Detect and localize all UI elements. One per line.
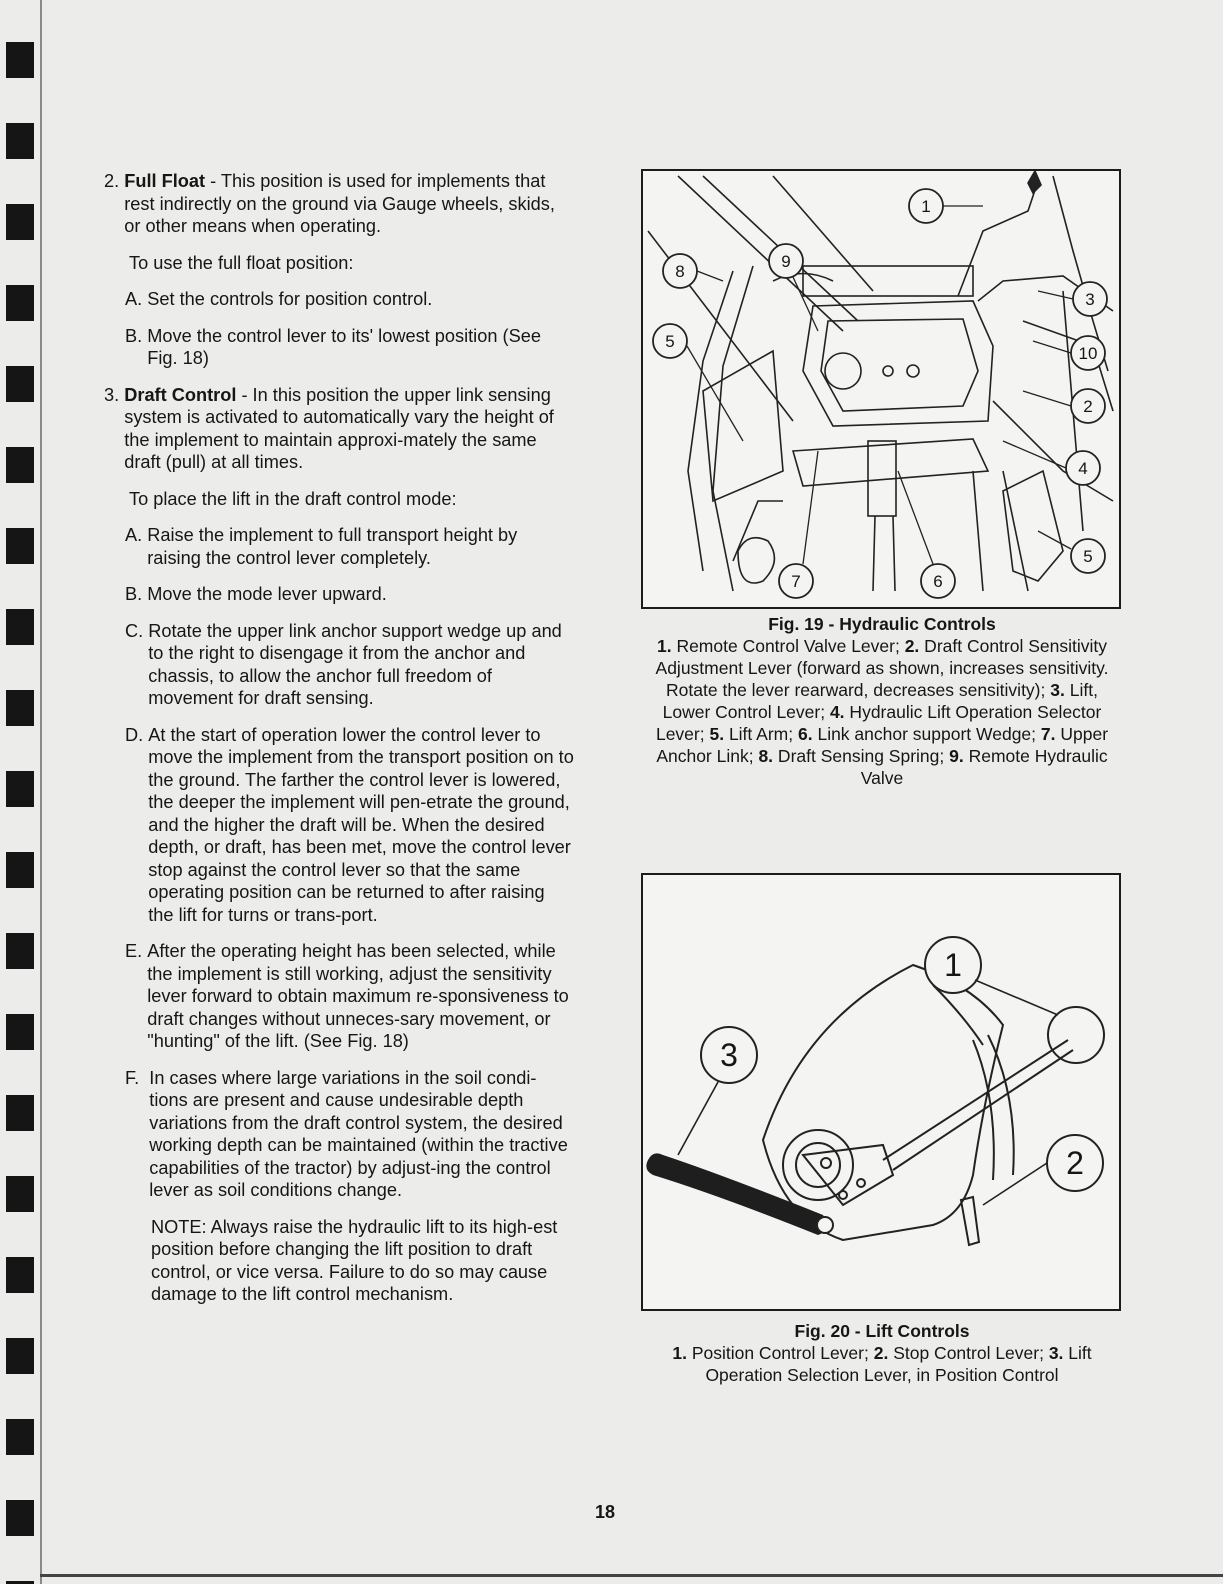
figure-20-title: Fig. 20 - Lift Controls <box>794 1321 970 1341</box>
fig19-callout-6: 6 <box>933 572 943 591</box>
step-text: After the operating height has been selected, while the implement is still working, adjust the sensitivity lever forward to obtain maximum re-sponsiveness to draft changes without unneces-sary movement, or "hunting" of the lift. (See Fig. 18) <box>147 941 569 1051</box>
step-item <box>125 288 574 311</box>
fig19-callout-3: 3 <box>1085 290 1095 309</box>
step-item <box>125 583 574 606</box>
item-title: Draft Control <box>124 384 237 405</box>
list-item-draft-control <box>104 384 574 474</box>
step-text: Raise the implement to full transport height by raising the control lever completely. <box>147 525 518 568</box>
instructions-column <box>104 170 574 1320</box>
hydraulic-controls-illustration <box>643 171 1119 607</box>
figure-20-legend: 1. Position Control Lever; 2. Stop Control Lever; 3. Lift Operation Selection Lever, in Position Control <box>672 1343 1092 1385</box>
step-marker: A. <box>125 289 148 309</box>
fig20-callout-2: 2 <box>1066 1145 1084 1181</box>
fig19-callout-7: 7 <box>791 572 801 591</box>
step-marker: B. <box>125 325 148 346</box>
step-item <box>125 524 574 569</box>
binding-holes <box>6 0 34 1584</box>
fig20-callout-1: 1 <box>944 947 962 983</box>
step-text: Rotate the upper link anchor support wedge up and to the right to disengage it from the anchor and chassis, to allow the anchor full freedom of movement for draft sensing. <box>148 620 562 708</box>
step-marker: B. <box>125 584 148 604</box>
fig20-callout-3: 3 <box>720 1037 738 1073</box>
figure-19-legend: 1. Remote Control Valve Lever; 2. Draft Control Sensitivity Adjustment Lever (forward as shown, increases sensitivity. Rotate the lever rearward, decreases sensitivity); 3. Lift, Lower Control Lever; 4. Hydraulic Lift Operation Selector Lever; 5. Lift Arm; 6. Link anchor support Wedge; 7. Upper Anchor Link; 8. Draft Sensing Spring; 9. Remote Hydraulic Valve <box>655 636 1109 788</box>
fig19-callout-5b: 5 <box>1083 547 1093 566</box>
fig19-callout-5: 5 <box>665 332 675 351</box>
item-text: - This position is used for implements that rest indirectly on the ground via Gauge wheels, skids, or other means when operating. <box>124 171 555 236</box>
fig19-callout-4: 4 <box>1078 459 1088 478</box>
figure-20-caption <box>641 1320 1123 1386</box>
lift-controls-illustration <box>643 875 1119 1309</box>
fig19-callout-9: 9 <box>781 252 791 271</box>
step-marker: E. <box>125 941 148 961</box>
step-marker: A. <box>125 525 148 545</box>
item-text: - In this position the upper link sensing system is activated to automatically vary the height of the implement to maintain approxi-mately the same draft (pull) at all times. <box>124 384 554 472</box>
step-text: Move the mode lever upward. <box>147 584 387 604</box>
step-text: Move the control lever to its' lowest position (See Fig. 18) <box>147 325 541 368</box>
page-number: 18 <box>594 1502 616 1522</box>
step-item <box>125 620 574 710</box>
figure-hydraulic-controls <box>641 169 1121 609</box>
step-text: Set the controls for position control. <box>147 289 433 309</box>
step-marker: D. <box>125 724 149 745</box>
figure-19-title: Fig. 19 - Hydraulic Controls <box>768 614 996 634</box>
step-item <box>125 1067 574 1202</box>
fig19-callout-2: 2 <box>1083 397 1093 416</box>
fig19-callout-8: 8 <box>675 262 685 281</box>
list-item-full-float <box>104 170 574 238</box>
step-text: At the start of operation lower the control lever to move the implement from the transport position on to the ground. The farther the control lever is lowered, the deeper the implement will pen-etrate the ground, and the higher the draft will be. When the desired depth, or draft, has been met, move the control lever stop against the control lever so that the same operating position can be returned to after raising the lift for turns or trans-port. <box>148 724 574 925</box>
step-item <box>125 325 574 370</box>
step-marker: C. <box>125 620 149 641</box>
step-marker: F. <box>125 1067 150 1088</box>
step-item <box>125 724 574 927</box>
draft-control-intro: To place the lift in the draft control mode: <box>129 488 457 509</box>
fig19-callout-10: 10 <box>1078 344 1098 363</box>
item-title: Full Float <box>124 171 206 191</box>
item-marker: 2. <box>104 171 125 191</box>
step-item <box>125 940 574 1053</box>
full-float-intro: To use the full float position: <box>129 252 354 273</box>
item-marker: 3. <box>104 384 125 405</box>
step-text: In cases where large variations in the soil condi-tions are present and cause undesirable depth variations from the draft control system, the desired working depth can be maintained (within the tractive capabilities of the tractor) by adjust-ing the control lever as soil conditions change. <box>149 1067 568 1200</box>
fig19-callout-1: 1 <box>921 197 931 216</box>
binding-edge <box>40 0 42 1584</box>
caution-note: NOTE: Always raise the hydraulic lift to its high-est position before changing the lift position to draft control, or vice versa. Failure to do so may cause damage to the lift control mechanism. <box>151 1216 558 1304</box>
bottom-edge <box>40 1574 1223 1577</box>
figure-lift-controls <box>641 873 1121 1311</box>
figure-19-caption <box>641 613 1123 789</box>
spiral-binding <box>0 0 48 1584</box>
